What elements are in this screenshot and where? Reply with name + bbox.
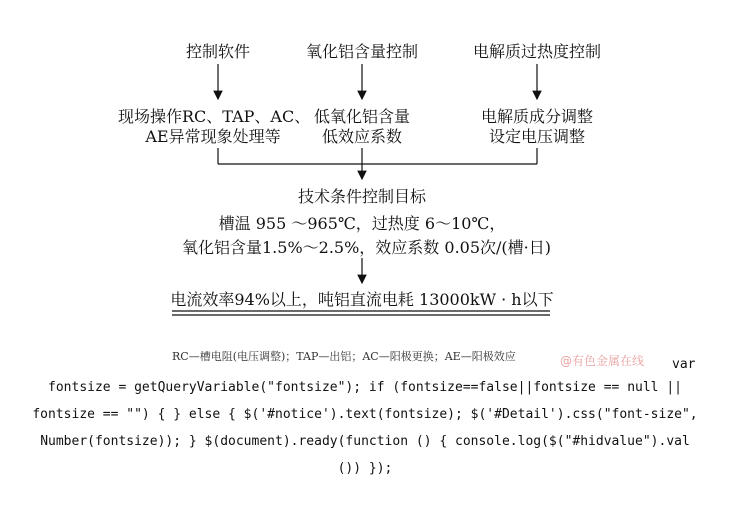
- node-electrolyte-superheat-control: 电解质过热度控制: [472, 42, 601, 61]
- code-line-5: ()) });: [337, 461, 393, 476]
- node-low-alumina-line2: 低效应系数: [321, 127, 402, 146]
- node-low-alumina-line1: 低氧化铝含量: [313, 107, 410, 126]
- node-composition-adjust-line1: 电解质成分调整: [480, 107, 593, 126]
- code-line-1-tail: var: [672, 357, 696, 372]
- node-target-line2: 氧化铝含量1.5%～2.5%，效应系数 0.05次/(槽·日): [182, 238, 551, 257]
- node-composition-adjust-line2: 设定电压调整: [488, 127, 585, 146]
- node-site-operation-line2: AE异常现象处理等: [145, 127, 281, 146]
- node-target-title: 技术条件控制目标: [297, 187, 426, 206]
- code-line-3: fontsize == "") { } else { $('#notice').text(fontsize); $('#Detail').css("font-size",: [32, 407, 698, 422]
- code-line-4: Number(fontsize)); } $(document).ready(function () { console.log($("#hidvalue").val: [40, 434, 690, 449]
- leaked-script-text: [18, 374, 712, 482]
- node-result: 电流效率94%以上，吨铝直流电耗 13000kW · h以下: [170, 290, 554, 309]
- code-line-2: fontsize = getQueryVariable("fontsize"); if (fontsize==false||fontsize == null ||: [48, 380, 682, 395]
- watermark-text: @有色金属在线: [560, 354, 645, 368]
- node-control-software: 控制软件: [185, 42, 250, 61]
- node-target-line1: 槽温 955 ～965℃，过热度 6～10℃，: [218, 214, 506, 233]
- node-alumina-content-control: 氧化铝含量控制: [305, 42, 418, 61]
- node-site-operation-line1: 现场操作RC、TAP、AC、: [118, 107, 311, 126]
- figure-caption: RC—槽电阻(电压调整)；TAP—出铝；AC—阳极更换；AE—阳极效应: [172, 350, 516, 363]
